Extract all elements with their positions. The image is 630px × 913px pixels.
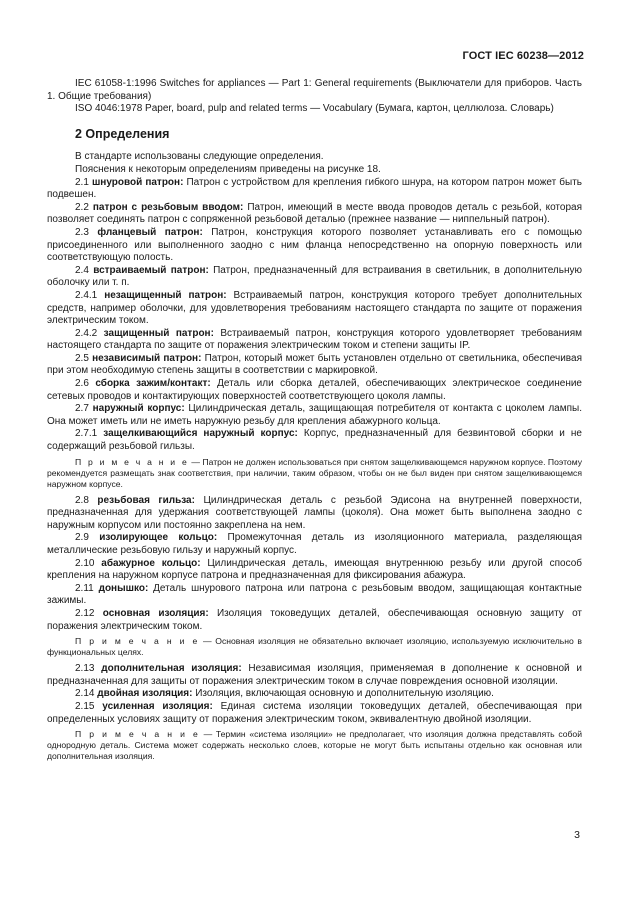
definition-term: шнуровой патрон: (91, 176, 184, 188)
note-paragraph (47, 636, 582, 658)
definition-2-1 (47, 177, 582, 202)
definition-number: 2.4.1 (75, 289, 98, 301)
definition-text: Изоляция, включающая основную и дополнительную изоляцию. (192, 688, 494, 700)
definition-2-4 (47, 265, 582, 290)
definition-text: Деталь шнурового патрона или патрона с резьбовым вводом, защищающая контактные зажимы. (47, 582, 582, 607)
definition-text: Независимая изоляция, применяемая в дополнение к основной и предназначенная для защиты от поражения электрическим током в случае повреждения основной изоляции. (47, 663, 582, 687)
definition-2-11 (47, 583, 582, 608)
definition-term: наружный корпус: (92, 403, 185, 415)
definition-number: 2.7 (75, 403, 89, 415)
definition-number: 2.15 (75, 700, 95, 712)
note-label: П р и м е ч а н и е (75, 729, 200, 740)
note-paragraph (47, 729, 582, 762)
reference-item: IEC 61058-1:1996 Switches for appliances — Part 1: General requirements (Выключатели для приборов. Часть 1. Общие требования) (47, 78, 582, 102)
definition-2-12 (47, 608, 582, 633)
definition-2-4-2 (47, 328, 582, 353)
definition-term: донышко: (98, 582, 149, 594)
reference-item: ISO 4046:1978 Paper, board, pulp and related terms — Vocabulary (Бумага, картон, целлюлоза. Словарь) (75, 103, 554, 115)
definition-term: изолирующее кольцо: (99, 532, 218, 544)
definition-text: Патрон с устройством для крепления гибкого шнура, на котором патрон может быть подвешен. (47, 176, 582, 201)
definition-term: усиленная изоляция: (102, 700, 213, 712)
definition-number: 2.7.1 (75, 428, 98, 440)
definition-2-7-1 (47, 428, 582, 453)
definition-2-9 (47, 532, 582, 557)
definition-2-10 (47, 558, 582, 583)
definition-term: встраиваемый патрон: (93, 264, 209, 276)
definition-term: защищенный патрон: (103, 327, 214, 339)
definitions-group-3 (47, 663, 582, 726)
definition-number: 2.6 (75, 378, 89, 390)
definition-text: Патрон, который может быть установлен отдельно от светильника, обеспечивая при этом необходимую степень защиты в соответствии с маркировкой. (47, 352, 582, 377)
definition-term: защелкивающийся наружный корпус: (103, 428, 298, 440)
document-body (47, 78, 582, 767)
definition-2-15 (47, 701, 582, 726)
section-heading: 2 Определения (75, 126, 170, 141)
note-label: П р и м е ч а н и е (75, 456, 189, 467)
intro-paragraph: Пояснения к некоторым определениям приведены на рисунке 18. (75, 163, 381, 175)
definition-number: 2.11 (75, 582, 94, 594)
definition-term: абажурное кольцо: (101, 557, 201, 569)
note-label: П р и м е ч а н и е (75, 636, 200, 647)
definition-number: 2.10 (75, 557, 95, 569)
definition-text: Цилиндрическая деталь, имеющая внутреннюю резьбу или другой способ крепления на наружном корпусе патрона и предназначенная для фиксирования абажура. (47, 557, 583, 582)
definition-number: 2.12 (75, 607, 95, 619)
definition-term: сборка зажим/контакт: (95, 378, 211, 390)
definition-2-13 (47, 663, 582, 688)
note-text: — Основная изоляция не обязательно включает изоляцию, используемую исключительно в функциональных целях. (47, 636, 582, 658)
definition-number: 2.14 (75, 688, 95, 700)
definition-number: 2.8 (75, 494, 89, 506)
definition-number: 2.9 (75, 532, 89, 544)
definition-number: 2.13 (75, 663, 95, 675)
definition-text: Деталь или сборка деталей, обеспечивающих электрическое соединение сетевых проводов и контактирующих поверхностей соответствующего цоколя лампы. (47, 378, 582, 402)
intro-paragraph: В стандарте использованы следующие определения. (75, 151, 324, 163)
definition-term: независимый патрон: (92, 352, 202, 364)
definition-text: Цилиндрическая деталь с резьбой Эдисона на внутренней поверхности, предназначенная для удержания соответствующей лампы (цоколя). Она может быть выполнена заодно с наружным корпусом или постоянно закреплена на нем. (47, 494, 582, 531)
definition-text: Корпус, предназначенный для безвинтовой сборки и не содержащий резьбовой гильзы. (47, 428, 582, 453)
page-number: 3 (574, 829, 580, 841)
definition-text: Патрон, конструкция которого позволяет устанавливать его с помощью присоединенного или выполненного заодно с ним фланца непосредственно на опорную поверхность или соответствующую полость. (47, 226, 582, 264)
definitions-group-2 (47, 495, 582, 634)
definition-term: двойная изоляция: (97, 688, 193, 700)
definition-number: 2.3 (75, 226, 89, 238)
definition-2-8 (47, 495, 582, 533)
definition-2-6 (47, 378, 582, 403)
definition-2-2 (47, 202, 582, 227)
definition-term: фланцевый патрон: (97, 226, 203, 238)
definition-number: 2.4 (75, 264, 89, 276)
definition-text: Изоляция токоведущих деталей, обеспечивающая основную защиту от поражения электрическим током. (47, 607, 582, 632)
definition-term: патрон с резьбовым вводом: (92, 201, 244, 213)
definition-term: дополнительная изоляция: (101, 663, 242, 675)
definition-term: основная изоляция: (102, 607, 209, 619)
definition-text: Промежуточная деталь из изоляционного материала, разделяющая металлические резьбовую гильзу и наружный корпус. (47, 532, 582, 556)
note-text: — Термин «система изоляции» не предполагает, что изоляция должна представлять собой однородную деталь. Система может содержать несколько слоев, которые не могут быть испытаны отдельно как основная или дополнительная изоляция. (47, 729, 582, 762)
definition-text: Патрон, предназначенный для встраивания в светильник, в дополнительную оболочку или т. п. (47, 264, 582, 289)
definition-text: Единая система изоляции токоведущих деталей, обеспечивающая при определенных условиях защиту от поражения электрическим током, эквивалентную двойной изоляции. (47, 700, 583, 725)
standard-header: ГОСТ IEC 60238—2012 (462, 50, 584, 62)
definition-text: Встраиваемый патрон, конструкция которого удовлетворяет требованиям настоящего стандарта по защите от поражения электрическим током и степени защиты IP. (47, 327, 582, 352)
definition-number: 2.1 (75, 176, 89, 188)
definition-term: незащищенный патрон: (104, 289, 227, 301)
definition-2-5 (47, 353, 582, 378)
definition-2-4-1 (47, 290, 582, 328)
note-text: — Патрон не должен использоваться при снятом защелкивающемся наружном корпусе. Поэтому рекомендуется размещать знак соответствия, при наличии, таким образом, чтобы он не был виден при снятом защелкивающемся наружном корпусе. (47, 456, 582, 489)
definition-text: Патрон, имеющий в месте ввода проводов деталь с резьбой, которая позволяет соединять патрон с сопряженной резьбовой деталью (прежнее название — ниппельный патрон). (47, 201, 582, 226)
definition-number: 2.4.2 (75, 327, 98, 339)
definition-2-7 (47, 403, 582, 428)
definition-number: 2.5 (75, 352, 89, 364)
definition-text: Встраиваемый патрон, конструкция которого требует дополнительных средств, например оболочки, для удовлетворения требованиям настоящего стандарта по защите от поражения электрическим током. (47, 289, 582, 327)
definitions-group-1 (47, 177, 582, 454)
definition-term: резьбовая гильза: (97, 494, 195, 506)
definition-2-3 (47, 227, 582, 265)
definition-number: 2.2 (75, 201, 89, 213)
definition-2-14 (47, 688, 582, 701)
note-paragraph (47, 457, 582, 490)
definition-text: Цилиндрическая деталь, защищающая потребителя от контакта с цоколем лампы. Она может иметь или не иметь наружную резьбу для крепления абажурного кольца. (47, 403, 582, 427)
